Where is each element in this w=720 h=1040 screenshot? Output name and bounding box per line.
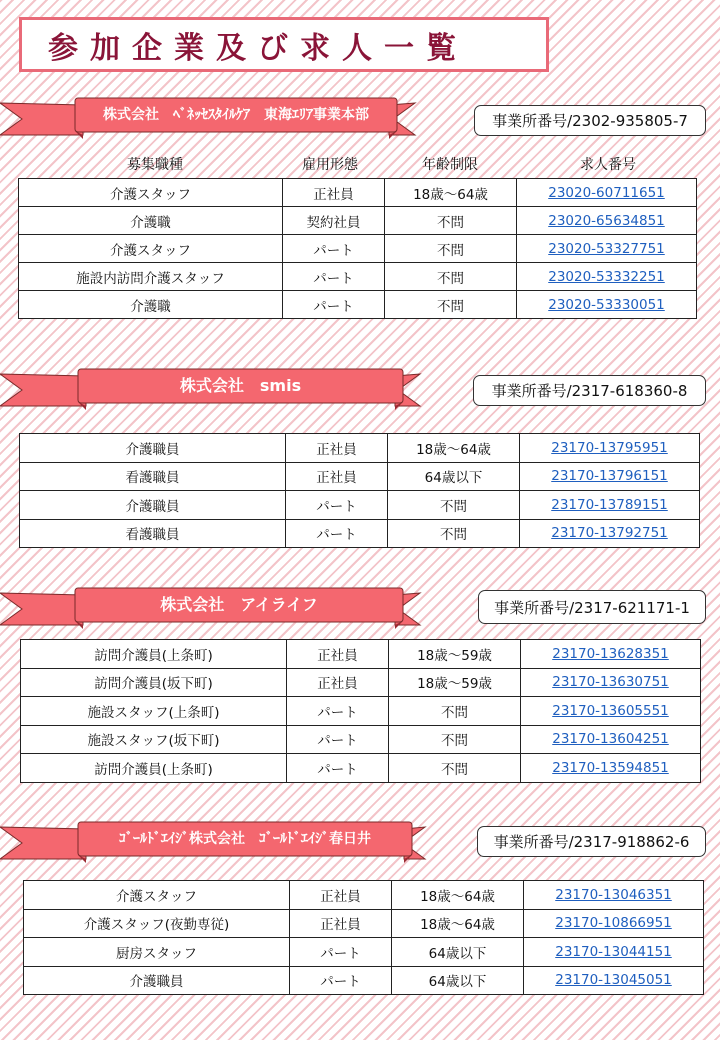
job-number-cell xyxy=(517,179,697,207)
job-title-cell: 介護スタッフ xyxy=(19,235,283,263)
age-limit-cell: 不問 xyxy=(389,754,521,783)
employment-type-cell: パート xyxy=(287,697,389,726)
job-number-cell xyxy=(520,434,700,463)
job-number-cell xyxy=(520,491,700,520)
employment-type-cell: パート xyxy=(286,519,388,548)
age-limit-cell: 不問 xyxy=(389,725,521,754)
job-title-cell: 訪問介護員(坂下町) xyxy=(21,668,287,697)
office-number-box xyxy=(477,826,706,857)
age-limit-cell: 不問 xyxy=(385,235,517,263)
age-limit-cell: 64歳以下 xyxy=(392,938,524,967)
employment-type-cell: 正社員 xyxy=(286,462,388,491)
job-number-cell xyxy=(517,235,697,263)
job-number-cell xyxy=(520,519,700,548)
job-number-link[interactable]: 23170-13796151 xyxy=(551,468,668,485)
table-row xyxy=(19,179,697,207)
job-number-link[interactable]: 23020-65634851 xyxy=(548,212,665,229)
age-limit-cell: 64歳以下 xyxy=(392,966,524,995)
company-name: 株式会社 アイライフ xyxy=(160,595,318,614)
age-limit-cell: 18歳～64歳 xyxy=(392,881,524,910)
employment-type-cell: パート xyxy=(283,263,385,291)
age-limit-cell: 不問 xyxy=(385,291,517,319)
employment-type-cell: 正社員 xyxy=(283,179,385,207)
table-row xyxy=(24,909,704,938)
job-title-cell: 介護スタッフ(夜勤専従) xyxy=(24,909,290,938)
job-title-cell: 介護スタッフ xyxy=(19,179,283,207)
job-number-link[interactable]: 23170-13046351 xyxy=(555,886,672,903)
age-limit-cell: 18歳～64歳 xyxy=(388,434,520,463)
employment-type-cell: 正社員 xyxy=(290,909,392,938)
job-number-cell xyxy=(517,207,697,235)
age-limit-cell: 不問 xyxy=(385,263,517,291)
table-row xyxy=(19,207,697,235)
table-row xyxy=(21,640,701,669)
employment-type-cell: パート xyxy=(286,491,388,520)
age-limit-cell: 18歳～64歳 xyxy=(392,909,524,938)
company-ribbon-1 xyxy=(0,95,415,141)
employment-type-cell: パート xyxy=(290,938,392,967)
job-title-cell: 施設内訪問介護スタッフ xyxy=(19,263,283,291)
column-header-job: 募集職種 xyxy=(127,157,183,173)
job-number-link[interactable]: 23020-60711651 xyxy=(548,184,665,201)
company-name: ｺﾞｰﾙﾄﾞｴｲｼﾞ株式会社 ｺﾞｰﾙﾄﾞｴｲｼﾞ春日井 xyxy=(119,831,371,847)
table-row xyxy=(19,235,697,263)
job-number-cell xyxy=(517,291,697,319)
age-limit-cell: 不問 xyxy=(388,519,520,548)
job-title-cell: 訪問介護員(上条町) xyxy=(21,640,287,669)
office-number-box xyxy=(474,105,706,136)
employment-type-cell: 正社員 xyxy=(290,881,392,910)
job-number-link[interactable]: 23170-13605551 xyxy=(552,702,669,719)
age-limit-cell: 64歳以下 xyxy=(388,462,520,491)
table-row xyxy=(24,938,704,967)
job-number-cell xyxy=(524,966,704,995)
employment-type-cell: パート xyxy=(287,725,389,754)
office-number: 事業所番号/2302-935805-7 xyxy=(492,112,688,130)
table-row xyxy=(19,263,697,291)
job-title-cell: 介護職員 xyxy=(20,434,286,463)
ribbon-left-tail xyxy=(0,103,83,135)
job-number-link[interactable]: 23020-53332251 xyxy=(548,268,665,285)
job-number-link[interactable]: 23170-10866951 xyxy=(555,915,672,932)
column-header-job-number: 求人番号 xyxy=(580,157,636,173)
age-limit-cell: 不問 xyxy=(385,207,517,235)
job-number-link[interactable]: 23020-53327751 xyxy=(548,240,665,257)
employment-type-cell: 正社員 xyxy=(286,434,388,463)
job-number-cell xyxy=(521,640,701,669)
job-table xyxy=(19,433,700,548)
age-limit-cell: 18歳～59歳 xyxy=(389,640,521,669)
company-ribbon-3 xyxy=(0,585,420,631)
job-title-cell: 介護職 xyxy=(19,291,283,319)
job-title-cell: 看護職員 xyxy=(20,519,286,548)
employment-type-cell: パート xyxy=(283,235,385,263)
employment-type-cell: 正社員 xyxy=(287,668,389,697)
table-row xyxy=(20,434,700,463)
table-row xyxy=(20,491,700,520)
employment-type-cell: 契約社員 xyxy=(283,207,385,235)
job-title-cell: 介護スタッフ xyxy=(24,881,290,910)
office-number-box xyxy=(478,590,706,624)
table-row xyxy=(21,725,701,754)
company-ribbon-2 xyxy=(0,366,420,412)
table-row xyxy=(21,668,701,697)
page-title: 参加企業及び求人一覧 xyxy=(48,30,468,66)
ribbon-left-tail xyxy=(0,593,83,625)
employment-type-cell: パート xyxy=(290,966,392,995)
job-number-cell xyxy=(521,725,701,754)
title-box xyxy=(19,17,549,72)
column-header-employment: 雇用形態 xyxy=(302,157,358,173)
job-number-link[interactable]: 23170-13045051 xyxy=(555,972,672,989)
ribbon-left-tail xyxy=(0,827,86,859)
job-number-cell xyxy=(521,697,701,726)
job-number-cell xyxy=(524,938,704,967)
job-title-cell: 訪問介護員(上条町) xyxy=(21,754,287,783)
age-limit-cell: 不問 xyxy=(388,491,520,520)
job-number-cell xyxy=(524,909,704,938)
job-number-link[interactable]: 23170-13792751 xyxy=(551,525,668,542)
job-table xyxy=(23,880,704,995)
job-number-cell xyxy=(521,754,701,783)
job-title-cell: 看護職員 xyxy=(20,462,286,491)
job-table xyxy=(20,639,701,783)
job-number-link[interactable]: 23170-13604251 xyxy=(552,731,669,748)
table-row xyxy=(20,519,700,548)
job-number-link[interactable]: 23170-13594851 xyxy=(552,759,669,776)
job-title-cell: 施設スタッフ(坂下町) xyxy=(21,725,287,754)
job-number-cell xyxy=(517,263,697,291)
job-title-cell: 厨房スタッフ xyxy=(24,938,290,967)
job-number-link[interactable]: 23170-13044151 xyxy=(555,943,672,960)
employment-type-cell: 正社員 xyxy=(287,640,389,669)
job-number-cell xyxy=(521,668,701,697)
age-limit-cell: 18歳～64歳 xyxy=(385,179,517,207)
job-number-link[interactable]: 23170-13630751 xyxy=(552,674,669,691)
table-row xyxy=(19,291,697,319)
job-number-link[interactable]: 23170-13628351 xyxy=(552,645,669,662)
job-number-cell xyxy=(524,881,704,910)
table-row xyxy=(20,462,700,491)
job-table xyxy=(18,178,697,319)
ribbon-left-tail xyxy=(0,374,86,406)
job-title-cell: 施設スタッフ(上条町) xyxy=(21,697,287,726)
company-name: 株式会社 ﾍﾞﾈｯｾｽﾀｲﾙｹｱ 東海ｴﾘｱ事業本部 xyxy=(103,107,369,123)
company-ribbon-4 xyxy=(0,819,425,865)
table-row xyxy=(21,754,701,783)
job-title-cell: 介護職員 xyxy=(24,966,290,995)
age-limit-cell: 不問 xyxy=(389,697,521,726)
job-number-link[interactable]: 23170-13789151 xyxy=(551,496,668,513)
employment-type-cell: パート xyxy=(283,291,385,319)
table-row xyxy=(24,966,704,995)
office-number: 事業所番号/2317-918862-6 xyxy=(493,833,690,851)
job-title-cell: 介護職員 xyxy=(20,491,286,520)
company-name: 株式会社 smis xyxy=(179,376,302,395)
office-number: 事業所番号/2317-618360-8 xyxy=(491,382,688,400)
job-number-link[interactable]: 23020-53330051 xyxy=(548,296,665,313)
job-number-cell xyxy=(520,462,700,491)
column-header-age: 年齢制限 xyxy=(422,157,478,173)
job-title-cell: 介護職 xyxy=(19,207,283,235)
age-limit-cell: 18歳～59歳 xyxy=(389,668,521,697)
office-number-box xyxy=(473,375,706,406)
employment-type-cell: パート xyxy=(287,754,389,783)
table-row xyxy=(24,881,704,910)
office-number: 事業所番号/2317-621171-1 xyxy=(494,598,690,617)
job-number-link[interactable]: 23170-13795951 xyxy=(551,439,668,456)
table-row xyxy=(21,697,701,726)
